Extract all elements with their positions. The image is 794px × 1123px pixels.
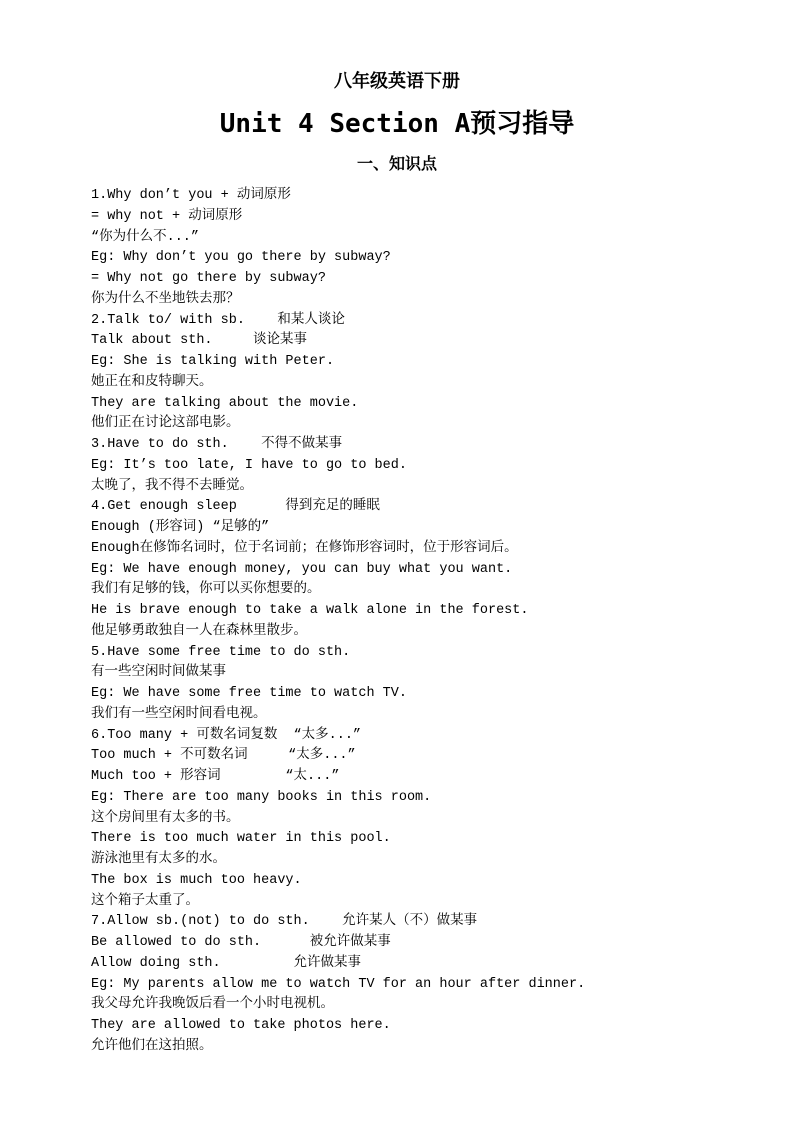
knowledge-points-list: [91, 186, 771, 1058]
text-line: Eg: We have some free time to watch TV.: [91, 686, 407, 701]
text-line: 2.Talk to/ with sb. 和某人谈论: [91, 312, 345, 328]
text-line: = why not + 动词原形: [91, 208, 243, 224]
text-line: Allow doing sth. 允许做某事: [91, 955, 362, 971]
text-line: Eg: It’s too late, I have to go to bed.: [91, 457, 407, 473]
text-line: Eg: My parents allow me to watch TV for an hour after dinner.: [91, 976, 586, 992]
text-line: = Why not go there by subway?: [91, 271, 326, 286]
text-line: Too much + 不可数名词 “太多...”: [91, 748, 356, 764]
text-line: 4.Get enough sleep 得到充足的睡眠: [91, 499, 380, 515]
text-line: 5.Have some free time to do sth.: [91, 644, 351, 660]
text-line: 他足够勇敢独自一人在森林里散步。: [91, 623, 307, 639]
text-line: 游泳池里有太多的水。: [91, 852, 226, 867]
text-line: They are talking about the movie.: [91, 395, 359, 411]
text-line: They are allowed to take photos here.: [91, 1018, 391, 1033]
text-line: 你为什么不坐地铁去那？: [91, 291, 240, 307]
text-line: 有一些空闲时间做某事: [91, 665, 226, 681]
text-line: Eg: She is talking with Peter.: [91, 354, 335, 369]
grade-title: 八年级英语下册: [334, 71, 460, 92]
unit-title: Unit 4 Section A预习指导: [219, 109, 575, 139]
text-line: 我们有足够的钱，你可以买你想要的。: [91, 582, 321, 598]
text-line: Talk about sth. 谈论某事: [91, 333, 308, 349]
text-line: 这个箱子太重了。: [91, 893, 199, 909]
text-line: 她正在和皮特聊天。: [91, 374, 213, 390]
text-line: 6.Too many + 可数名词复数 “太多...”: [91, 727, 362, 743]
text-line: 3.Have to do sth. 不得不做某事: [91, 437, 343, 452]
text-line: 他们正在讨论这部电影。: [91, 416, 240, 432]
section-title: 一、知识点: [356, 154, 437, 173]
text-line: Be allowed to do sth. 被允许做某事: [91, 935, 391, 950]
text-line: There is too much water in this pool.: [91, 831, 391, 847]
text-line: 7.Allow sb.(not) to do sth. 允许某人（不）做某事: [91, 914, 478, 930]
text-line: Eg: We have enough money, you can buy what you want.: [91, 561, 513, 577]
text-line: He is brave enough to take a walk alone in the forest.: [91, 603, 529, 618]
text-line: 这个房间里有太多的书。: [91, 810, 240, 826]
text-line: Eg: Why don’t you go there by subway?: [91, 250, 391, 266]
text-line: Enough (形容词) “足够的”: [91, 520, 270, 535]
text-line: Enough在修饰名词时，位于名词前；在修饰形容词时，位于形容词后。: [91, 540, 518, 556]
text-line: 太晚了，我不得不去睡觉。: [91, 478, 253, 494]
text-line: Much too + 形容词 “太...”: [91, 769, 340, 784]
text-line: Eg: There are too many books in this room.: [91, 789, 432, 805]
text-line: The box is much too heavy.: [91, 872, 302, 888]
text-line: 允许他们在这拍照。: [91, 1038, 213, 1054]
text-line: 我们有一些空闲时间看电视。: [91, 706, 267, 722]
text-line: 1.Why don’t you + 动词原形: [91, 188, 291, 203]
text-line: “你为什么不...”: [91, 229, 200, 245]
text-line: 我父母允许我晚饭后看一个小时电视机。: [91, 997, 334, 1013]
